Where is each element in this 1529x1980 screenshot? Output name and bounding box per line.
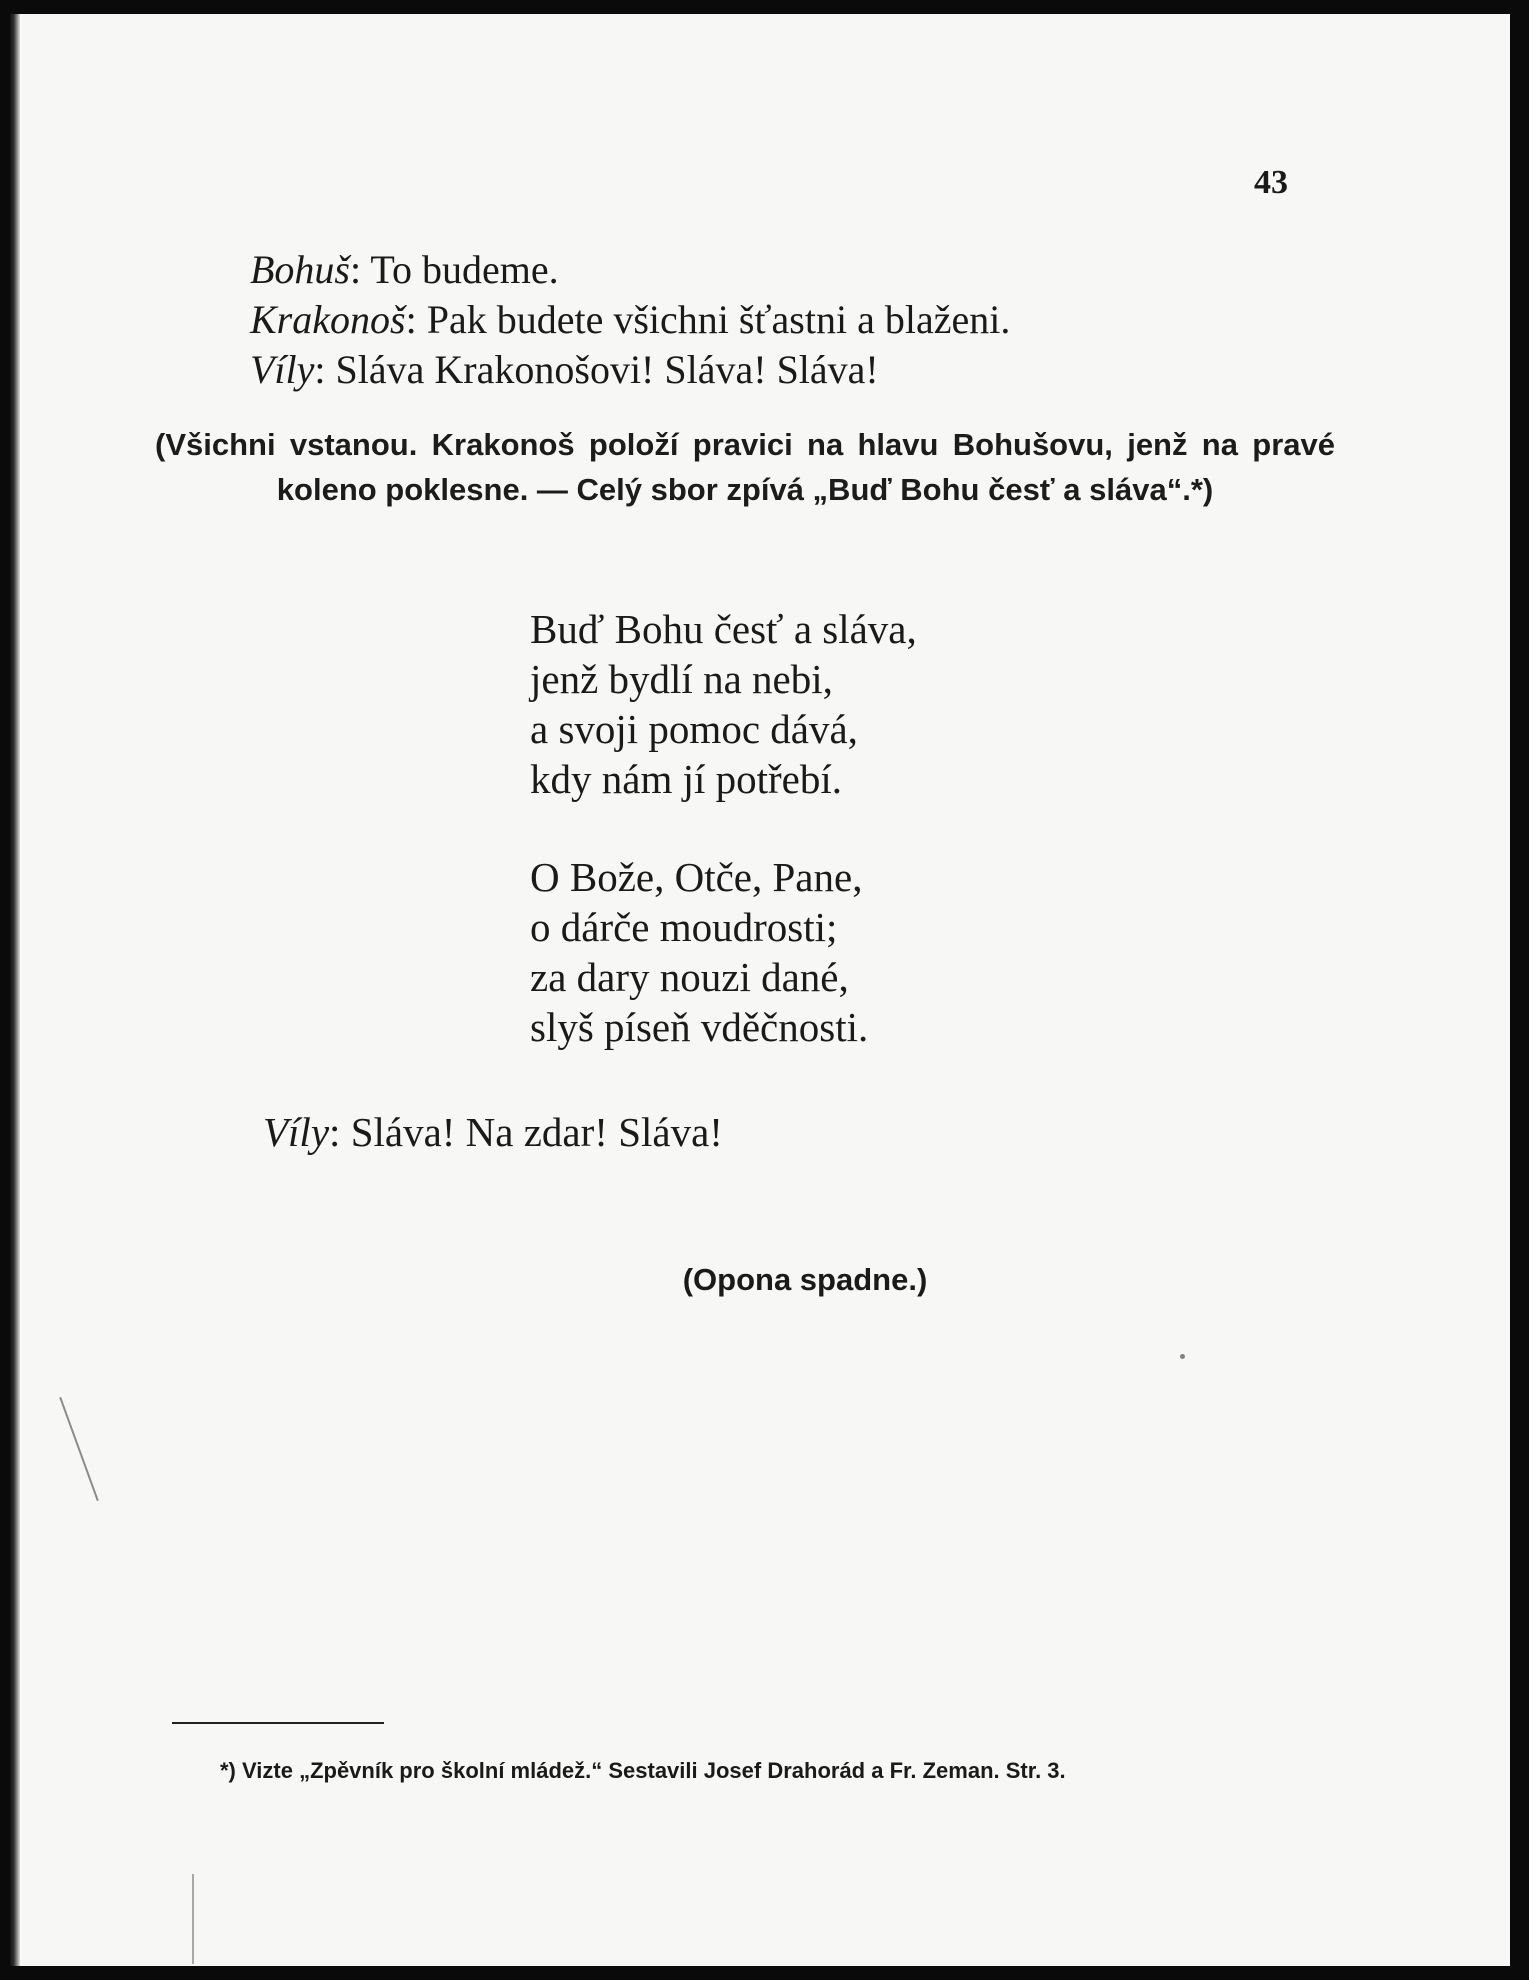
verse-line: o dárče moudrosti;: [530, 904, 838, 950]
speaker-colon: :: [405, 297, 417, 342]
book-page: [10, 14, 1510, 1966]
speaker-name: Bohuš: [250, 247, 350, 292]
curtain-direction: (Opona spadne.): [682, 1262, 928, 1297]
verse-line: slyš píseň vděčnosti.: [530, 1004, 869, 1050]
speaker-name: Víly: [250, 347, 315, 392]
dialogue-line-1: [250, 246, 559, 294]
stage-direction: (Všichni vstanou. Krakonoš položí pravici na hlavu Bohušovu, jenž na pravé koleno poklesne. — Celý sbor zpívá „Buď Bohu česť a sláva“.*): [155, 427, 1335, 507]
closing-line: [263, 1108, 723, 1156]
verse-line: O Bože, Otče, Pane,: [530, 854, 863, 900]
page-number: 43: [1254, 164, 1288, 201]
song-stanza-1: [530, 604, 917, 804]
verse-line: Buď Bohu česť a sláva,: [530, 606, 917, 652]
footnote-divider: [172, 1722, 384, 1724]
verse-line: jenž bydlí na nebi,: [530, 656, 833, 702]
speaker-colon: :: [350, 247, 362, 292]
scan-artifact-dot: [1180, 1354, 1185, 1359]
speaker-name: Krakonoš: [250, 297, 406, 342]
dialogue-line-3: [250, 346, 879, 394]
dialogue-text: Pak budete všichni šťastni a blaženi.: [416, 297, 1011, 342]
dialogue-text: Sláva Krakonošovi! Sláva! Sláva!: [325, 347, 879, 392]
speaker-name: Víly: [263, 1109, 330, 1155]
dialogue-text: To budeme.: [361, 247, 559, 292]
dialogue-line-2: [250, 296, 1010, 344]
speaker-colon: :: [329, 1109, 341, 1155]
scan-artifact-line: [192, 1874, 194, 1964]
speaker-colon: :: [314, 347, 326, 392]
scan-artifact-line: [59, 1397, 99, 1501]
closing-text: Sláva! Na zdar! Sláva!: [340, 1109, 723, 1155]
verse-line: za dary nouzi dané,: [530, 954, 849, 1000]
footnote: *) Vizte „Zpěvník pro školní mládež.“ Sestavili Josef Drahorád a Fr. Zeman. Str. 3.: [220, 1758, 1066, 1783]
song-stanza-2: [530, 852, 868, 1052]
binding-edge: [10, 14, 20, 1966]
verse-line: a svoji pomoc dává,: [530, 706, 858, 752]
verse-line: kdy nám jí potřebí.: [530, 756, 843, 802]
